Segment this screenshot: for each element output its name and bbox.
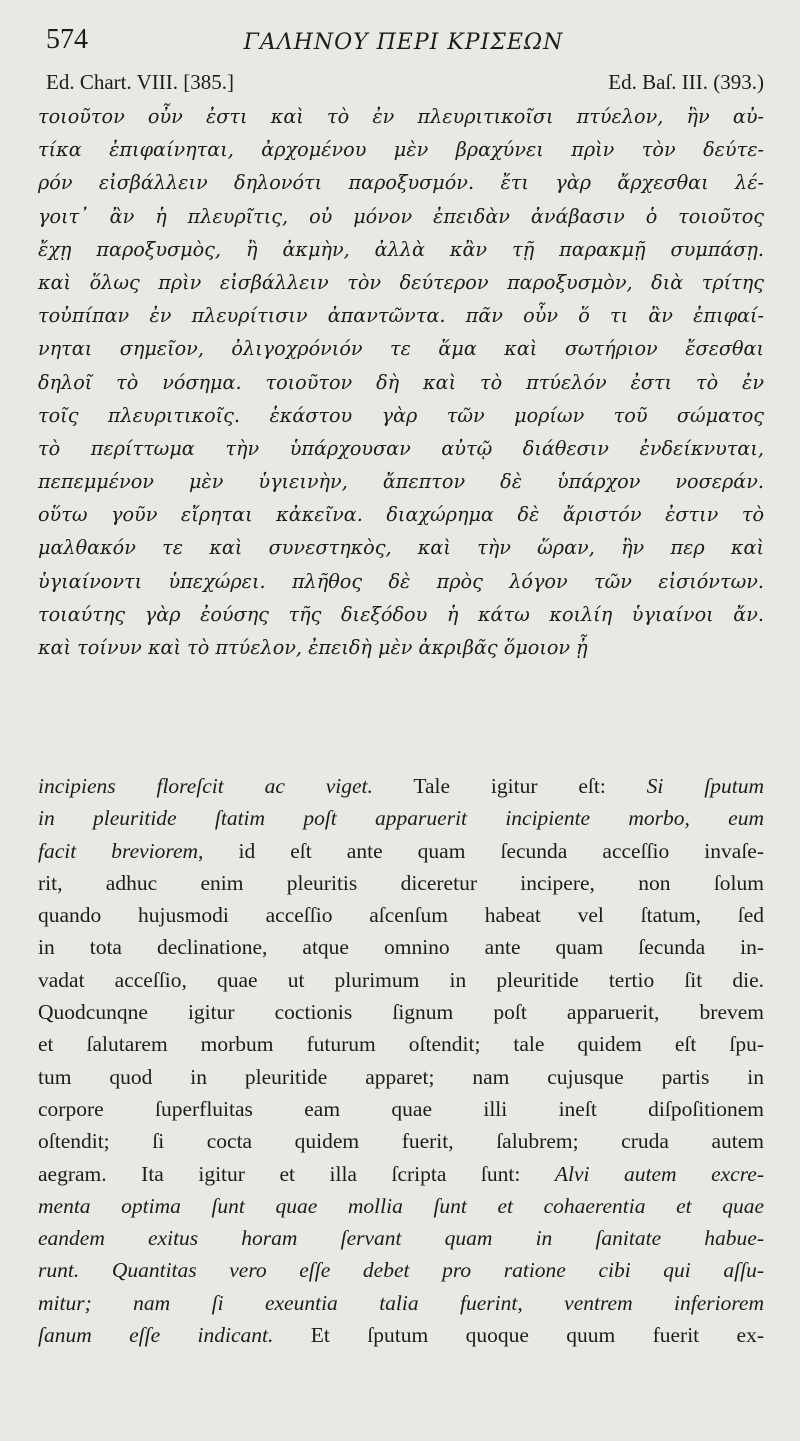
greek-text-line: ὑγιαίνοντι ὑπεχώρει. πλῆθος δὲ πρὸς λόγον τῶν εἰσιόντων.	[38, 569, 764, 593]
latin-roman-segment: corpore ſuperfluitas eam quae illi ineſt diſpoſitionem	[38, 1096, 764, 1121]
latin-text-line	[38, 996, 764, 1028]
latin-text-block	[38, 770, 764, 1351]
latin-text-line	[38, 1093, 764, 1125]
edition-reference-chart: Ed. Chart. VIII. [385.]	[46, 70, 234, 94]
latin-text-line	[38, 770, 764, 802]
latin-roman-segment: vadat acceſſio, quae ut plurimum in pleuritide tertio ſit die.	[38, 967, 764, 992]
latin-text-line	[38, 931, 764, 963]
latin-italic-segment: runt. Quantitas vero eſſe debet pro ratione cibi qui aſſu-	[38, 1258, 764, 1283]
latin-text-line	[38, 867, 764, 899]
greek-text-line: τοιοῦτον οὖν ἐστι καὶ τὸ ἐν πλευριτικοῖσι πτύελον, ἣν αὐ-	[38, 105, 764, 128]
latin-roman-segment: Quodcunqne igitur coctionis ſignum poſt apparuerit, brevem	[38, 1000, 764, 1025]
edition-references	[46, 70, 764, 98]
latin-roman-segment: et ſalutarem morbum futurum oſtendit; tale quidem eſt ſpu-	[38, 1032, 764, 1057]
latin-text-line	[38, 1287, 764, 1319]
latin-roman-segment: rit, adhuc enim pleuritis diceretur incipere, non ſolum	[38, 870, 764, 895]
latin-roman-segment: in tota declinatione, atque omnino ante quam ſecunda in-	[38, 935, 764, 960]
latin-roman-segment: id eſt ante quam ſecunda acceſſio invaſe-	[203, 838, 764, 863]
latin-roman-segment: oſtendit; ſi cocta quidem fuerit, ſalubrem; cruda autem	[38, 1129, 764, 1154]
latin-italic-segment: Alvi autem excre-	[554, 1161, 764, 1186]
greek-text-line: καὶ τοίνυν καὶ τὸ πτύελον, ἐπειδὴ μὲν ἀκριβᾶς ὅμοιον ᾖ	[38, 636, 588, 659]
latin-roman-segment: Tale igitur eſt:	[372, 774, 647, 798]
greek-text-line: τίκα ἐπιφαίνηται, ἀρχομένου μὲν βραχύνει πρὶν τὸν δεύτε-	[38, 138, 764, 162]
greek-text-line: νηται σημεῖον, ὀλιγοχρόνιόν τε ἅμα καὶ σωτήριον ἔσεσθαι	[38, 337, 764, 361]
greek-text-line: γοιτ᾽ ἂν ἡ πλευρῖτις, οὐ μόνον ἐπειδὰν ἀνάβασιν ὁ τοιοῦτος	[38, 204, 764, 228]
latin-italic-segment: Si ſputum	[646, 774, 764, 798]
latin-text-line	[38, 802, 764, 834]
greek-text-line: ἔχῃ παροξυσμὸς, ἢ ἀκμὴν, ἀλλὰ κἂν τῇ παρακμῇ συμπάσῃ.	[38, 237, 764, 261]
latin-text-line	[38, 899, 764, 931]
latin-italic-segment: eandem exitus horam ſervant quam in ſanitate habue-	[38, 1226, 764, 1251]
latin-italic-segment: menta optima ſunt quae mollia ſunt et cohaerentia et quae	[38, 1193, 764, 1218]
latin-roman-segment: tum quod in pleuritide apparet; nam cujusque partis in	[38, 1064, 764, 1089]
latin-italic-segment: mitur; nam ſi exeuntia talia fuerint, ventrem inferiorem	[38, 1290, 764, 1315]
latin-text-line	[38, 1190, 764, 1222]
edition-reference-basel: Ed. Baſ. III. (393.)	[608, 70, 764, 94]
page-number: 574	[46, 24, 88, 55]
page-header	[46, 24, 761, 60]
greek-text-line: πεπεμμένον μὲν ὑγιεινὴν, ἄπεπτον δὲ ὑπάρχον νοσεράν.	[38, 470, 764, 494]
latin-roman-segment: quando hujusmodi acceſſio aſcenſum habeat vel ſtatum, ſed	[38, 903, 764, 928]
greek-text-line: τὸ περίττωμα τὴν ὑπάρχουσαν αὐτῷ διάθεσιν ἐνδείκνυται,	[38, 436, 764, 460]
latin-roman-segment: Et ſputum quoque quum fuerit ex-	[273, 1323, 764, 1348]
latin-text-line	[38, 1319, 764, 1351]
latin-italic-segment: facit breviorem,	[38, 838, 204, 863]
latin-italic-segment: in pleuritide ſtatim poſt apparuerit incipiente morbo, eum	[38, 806, 764, 831]
latin-text-line	[38, 1254, 764, 1286]
greek-text-line: μαλθακόν τε καὶ συνεστηκὸς, καὶ τὴν ὥραν, ἣν περ καὶ	[38, 536, 764, 560]
greek-text-line: τοιαύτης γὰρ ἐούσης τῆς διεξόδου ἡ κάτω κοιλίη ὑγιαίνοι ἄν.	[38, 602, 764, 626]
latin-text-line	[38, 1158, 764, 1190]
latin-text-line	[38, 835, 764, 867]
latin-text-line	[38, 1125, 764, 1157]
latin-italic-segment: ſanum eſſe indicant.	[38, 1323, 274, 1348]
latin-text-line	[38, 964, 764, 996]
latin-italic-segment: incipiens floreſcit ac viget.	[38, 774, 373, 798]
latin-text-line	[38, 1061, 764, 1093]
greek-text-line: ρόν εἰσβάλλειν δηλονότι παροξυσμόν. ἔτι γὰρ ἄρχεσθαι λέ-	[38, 171, 764, 195]
greek-text-line: οὕτω γοῦν εἴρηται κἀκεῖνα. διαχώρημα δὲ ἄριστόν ἐστιν τὸ	[38, 503, 764, 527]
greek-text-line: δηλοῖ τὸ νόσημα. τοιοῦτον δὴ καὶ τὸ πτύελόν ἐστι τὸ ἐν	[38, 370, 764, 394]
running-title: ΓΑΛΗΝΟΥ ΠΕΡΙ ΚΡΙΣΕΩΝ	[243, 30, 564, 55]
greek-text-line: τοὐπίπαν ἐν πλευρίτισιν ἀπαντῶντα. πᾶν οὖν ὅ τι ἂν ἐπιφαί-	[38, 304, 764, 328]
greek-text-block	[38, 100, 764, 664]
greek-text-line: τοῖς πλευριτικοῖς. ἑκάστου γὰρ τῶν μορίων τοῦ σώματος	[38, 403, 764, 427]
latin-text-line	[38, 1028, 764, 1060]
latin-text-line	[38, 1222, 764, 1254]
latin-roman-segment: aegram. Ita igitur et illa ſcripta ſunt:	[38, 1161, 555, 1186]
greek-text-line: καὶ ὅλως πρὶν εἰσβάλλειν τὸν δεύτερον παροξυσμὸν, διὰ τρίτης	[38, 270, 764, 294]
